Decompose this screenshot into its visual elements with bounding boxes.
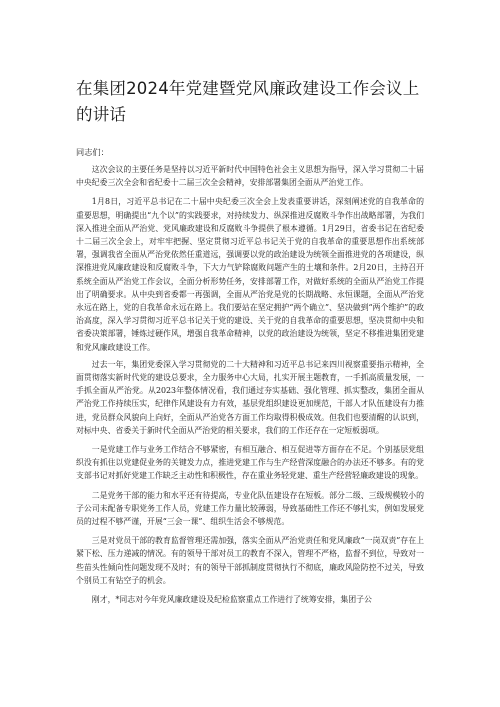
paragraph: 刚才，*同志对今年党风廉政建设及纪检监察重点工作进行了统筹安排，集团子公	[91, 595, 372, 605]
paragraph: 过去一年，集团党委深入学习贯彻党的二十大精神和习近平总书记来四川视察重要指示精神，全面贯彻落实新时代党的建设总要求，全力服务中心大局，扎实开展主题教育，一手抓高质量发展，一手抓全面从严治党。从2023年整体情况看，我们通过夯实基础、强化管理、抓实整改，集团全面从严治党工作持续压实，纪律作风建设有力有效，基层党组织建设更加规范，干部人才队伍建设有力推进，党员群众风貌向上向好，全面从严治党各方面工作均取得积极成效。但我们也要清醒的认识到，对标中央、省委关于新时代全面从严治党的相关要求，我们的工作还存在一定短板弱项。	[76, 359, 424, 435]
paragraph: 二是党务干部的能力和水平还有待提高，专业化队伍建设存在短板。部分二级、三级规模较小的子公司未配备专职党务工作人员，党建工作力量比较薄弱，导致基础性工作还不够扎实，例如发展党员的过程不够严谨，开展“三会一课”、组织生活会不够规范。	[76, 490, 424, 527]
greeting: 同志们：	[76, 147, 109, 157]
document-title: 在集团2024年党建暨党风廉政建设工作会议上的讲话	[76, 79, 420, 124]
paragraph: 一是党建工作与业务工作结合不够紧密，有相互融合、相互促进等方面存在不足。个别基层党组织没有抓住以党建促业务的关键发力点，推进党建工作与生产经营深度融合的办法还不够多。有的党支部书记对抓好党建工作缺乏主动性和积极性，存在重业务轻党建、重生产经营轻廉政建设的现象。	[76, 445, 424, 481]
paragraph: 三是对党员干部的教育监督管理还需加强，落实全面从严治党责任和党风廉政“一岗双责”存在上紧下松、压力递减的情况。有的领导干部对员工的教育不深入，管理不严格，监督不到位，导致对一些苗头性倾向性问题发现不及时；有的领导干部抓制度贯彻执行不彻底，廉政风险防控不过关，导致个别员工有钻空子的机会。	[76, 536, 424, 585]
document-body	[76, 163, 424, 610]
paragraph: 1月8日，习近平总书记在二十届中央纪委三次全会上发表重要讲话，深刻阐述党的自我革命的重要思想，明确提出“九个以”的实践要求，对持续发力、纵深推进反腐败斗争作出战略部署，为我们深入推进全面从严治党、党风廉政建设和反腐败斗争提供了根本遵循。1月29日，省委书记在省纪委十二届三次全会上，对牢牢把握、坚定贯彻习近平总书记关于党的自我革命的重要思想作出系统部署，强调我省全面从严治党依然任重道远，强调要以党的政治建设为统领全面推进党的各项建设，纵深推进党风廉政建设和反腐败斗争，下大力气铲除腐败问题产生的土壤和条件。2月20日，主持召开系统全面从严治党工作会议，全面分析形势任务，安排部署工作，对做好系统的全面从严治党工作提出了明确要求。从中央到省委都一再强调，全面从严治党是党的长期战略、永恒课题，全面从严治党永远在路上，党的自我革命永远在路上。我们要站在坚定拥护“两个确立”、坚决做到“两个维护”的政治高度，深入学习贯彻习近平总书记关于党的建设、关于党的自我革命的重要思想，坚决贯彻中央和省委决策部署，锤炼过硬作风，增强自我革命精神，以党的政治建设为统领，坚定不移推进集团党建和党风廉政建设工作。	[76, 197, 424, 352]
paragraph: 这次会议的主要任务是坚持以习近平新时代中国特色社会主义思想为指导，深入学习贯彻二十届中央纪委三次全会和省纪委十二届三次全会精神，安排部署集团全面从严治党工作。	[76, 165, 424, 188]
